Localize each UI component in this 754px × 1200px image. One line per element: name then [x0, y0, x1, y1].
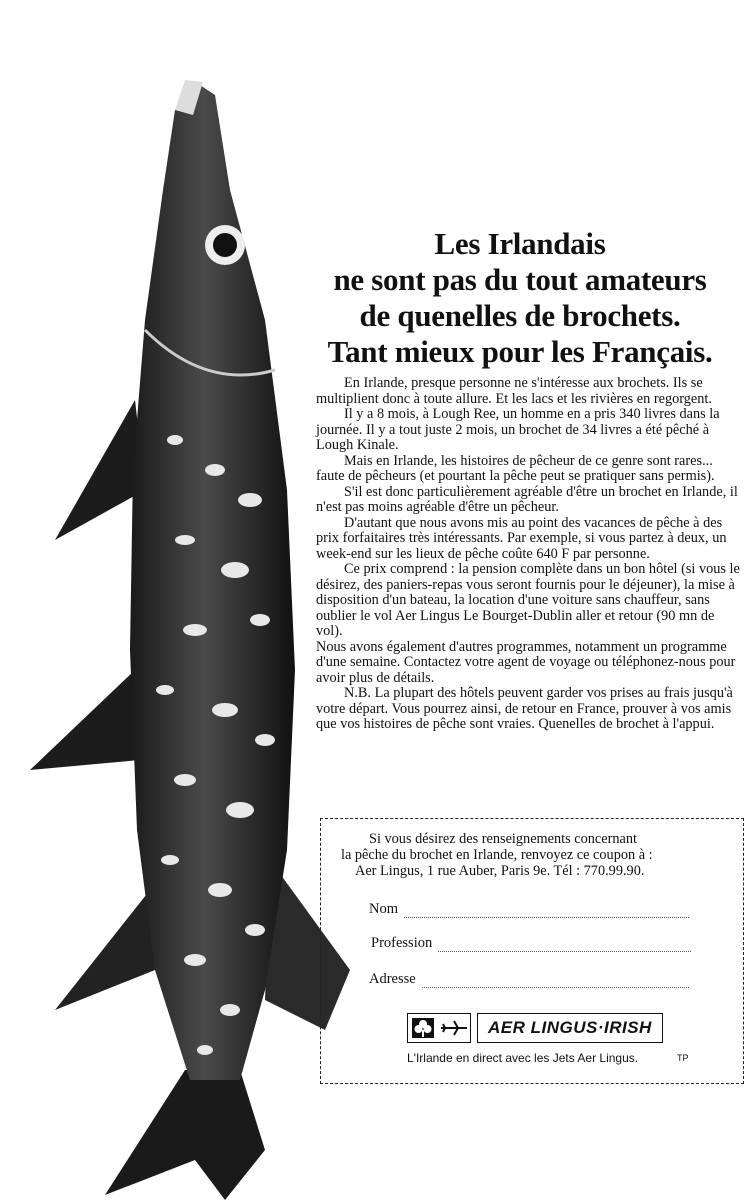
body-paragraph-6: Ce prix comprend : la pension complète dans un bon hôtel (si vous le désirez, des paniers-repas vous seront fournis pour le déjeuner), la mise à disposition d'un bateau, la location d'une voiture sans chauffeur, sans oublier le vol Aer Lingus Le Bourget-Dublin aller et retour (90 mn de vol).: [316, 561, 740, 639]
plane-icon: [440, 1020, 468, 1036]
logo-name: AER LINGUS·IRISH: [477, 1013, 663, 1043]
coupon-intro: [341, 831, 731, 879]
address-label: Adresse: [369, 971, 416, 987]
body-paragraph-2: Il y a 8 mois, à Lough Ree, un homme en a pris 340 livres dans la journée. Il y a tout juste 2 mois, un brochet de 34 livres a été pêché à Lough Kinale.: [316, 406, 720, 453]
headline-line-1: Les Irlandais: [434, 226, 606, 261]
profession-field[interactable]: [371, 935, 691, 952]
address-field[interactable]: [369, 971, 689, 988]
name-line[interactable]: [404, 905, 689, 918]
headline: [300, 226, 740, 370]
profession-line[interactable]: [438, 939, 691, 952]
body-paragraph-4: S'il est donc particulièrement agréable d'être un brochet en Irlande, il n'est pas moins agréable d'être un pêcheur.: [316, 483, 738, 515]
tp-mark: TP: [677, 1053, 689, 1063]
aer-lingus-logo: [407, 1013, 663, 1043]
name-field[interactable]: [369, 901, 689, 918]
address-line[interactable]: [422, 975, 689, 988]
headline-line-2: ne sont pas du tout amateurs: [333, 262, 707, 297]
coupon-intro-line-2: la pêche du brochet en Irlande, renvoyez ce coupon à :: [341, 847, 653, 863]
body-paragraph-3: Mais en Irlande, les histoires de pêcheur de ce genre sont rares... faute de pêcheurs (et pourtant la pêche peut se pratiquer sans permis).: [316, 452, 715, 484]
body-paragraph-5: D'autant que nous avons mis au point des vacances de pêche à des prix forfaitaires très intéressants. Par exemple, si vous partez à deux, un week-end sur les lieux de pêche coûte 640 F par personne.: [316, 514, 727, 562]
body-paragraph-1: En Irlande, presque personne ne s'intéresse aux brochets. Ils se multiplient donc à toute allure. Et les lacs et les rivières en regorgent.: [316, 375, 712, 407]
headline-line-4: Tant mieux pour les Français.: [327, 334, 713, 369]
coupon-intro-line-1: Si vous désirez des renseignements concernant: [369, 831, 637, 847]
shamrock-icon: [411, 1017, 435, 1039]
tagline: L'Irlande en direct avec les Jets Aer Lingus.: [407, 1051, 639, 1065]
coupon: [320, 818, 744, 1084]
body-text: [316, 376, 744, 733]
headline-line-3: de quenelles de brochets.: [359, 298, 681, 333]
name-label: Nom: [369, 901, 398, 917]
body-paragraph-8: N.B. La plupart des hôtels peuvent garder vos prises au frais jusqu'à votre départ. Vous pourrez ainsi, de retour en France, prouver à vos amis que vos histoires de pêche sont vraies. Quenelles de brochet à l'appui.: [316, 685, 733, 732]
body-paragraph-7: Nous avons également d'autres programmes, notamment un programme d'une semaine. Contactez votre agent de voyage ou téléphonez-nous pour avoir plus de détails.: [316, 638, 736, 686]
coupon-intro-line-3: Aer Lingus, 1 rue Auber, Paris 9e. Tél : 770.99.90.: [355, 863, 645, 879]
profession-label: Profession: [371, 935, 433, 951]
shamrock-plane-emblem: [407, 1013, 471, 1043]
